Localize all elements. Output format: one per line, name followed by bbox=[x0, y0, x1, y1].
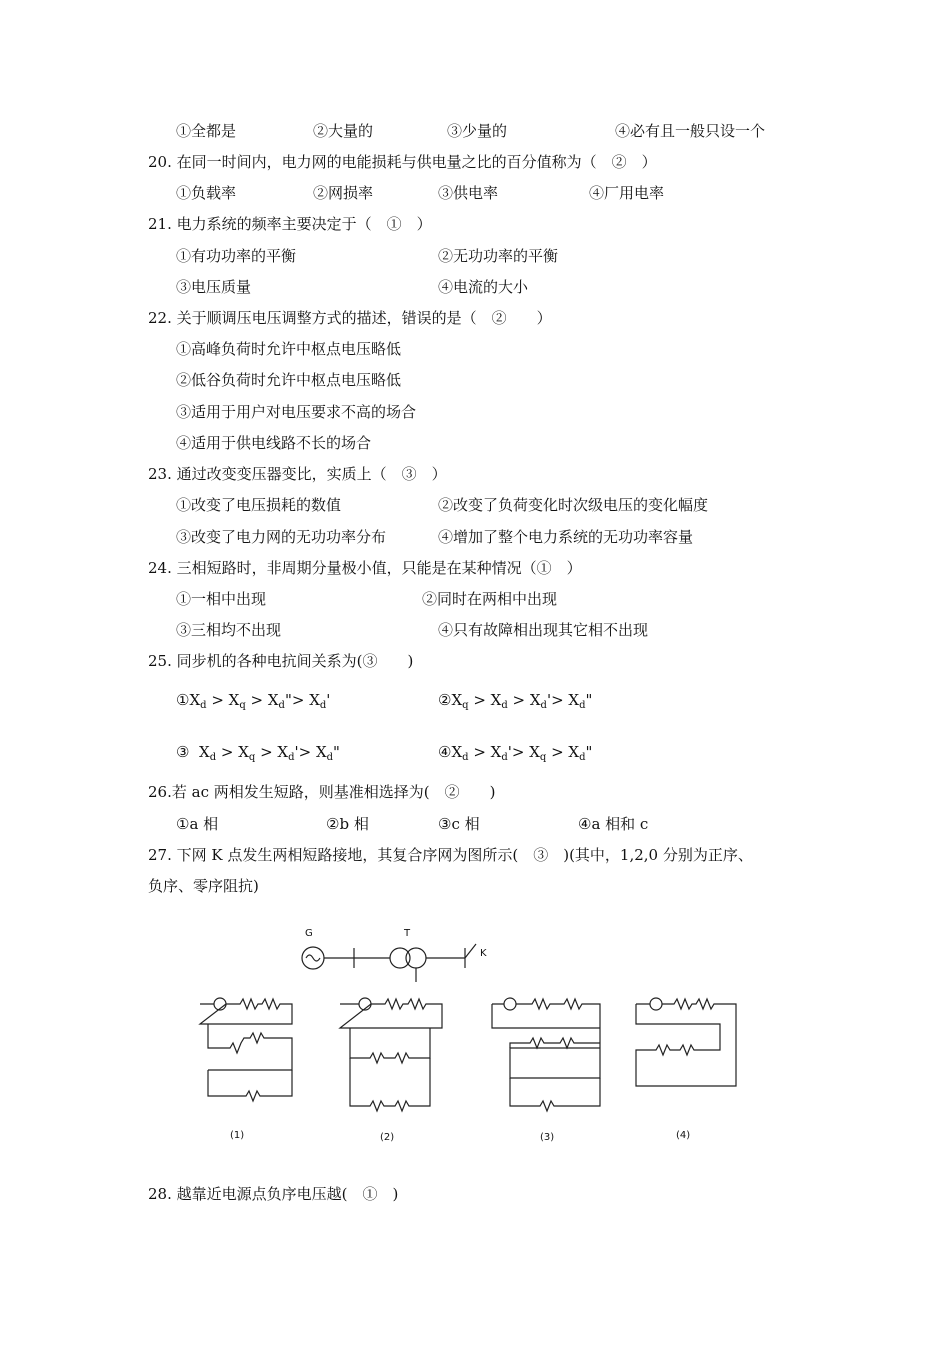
q20-stem: 20. 在同一时间内，电力网的电能损耗与供电量之比的百分值称为（ ② ） bbox=[148, 153, 657, 171]
fault-k-symbol bbox=[465, 944, 476, 958]
figure-label-4: (4) bbox=[676, 1130, 691, 1141]
q27-stem-line2: 负序、零序阻抗) bbox=[148, 877, 259, 895]
q21-option-1: ①有功功率的平衡 bbox=[176, 247, 297, 265]
q24-option-2: ②同时在两相中出现 bbox=[422, 590, 558, 608]
q20-option-2: ②网损率 bbox=[313, 184, 374, 202]
q21-stem: 21. 电力系统的频率主要决定于（ ① ） bbox=[148, 215, 432, 233]
q20-option-3: ③供电率 bbox=[438, 184, 499, 202]
q26-option-3: ③c 相 bbox=[438, 815, 480, 833]
q20-option-1: ①负载率 bbox=[176, 184, 237, 202]
q21-option-2: ②无功功率的平衡 bbox=[438, 247, 559, 265]
q21-option-4: ④电流的大小 bbox=[438, 278, 529, 296]
q19-option-4: ④必有且一般只设一个 bbox=[615, 122, 766, 140]
figure-label-3: (3) bbox=[540, 1132, 555, 1143]
q25-option-3-formula: $X_d > X_q > X_d'> X_d$" bbox=[199, 743, 340, 763]
figure-label-2: (2) bbox=[380, 1132, 395, 1143]
q25-option-3-marker: ③ bbox=[176, 743, 190, 761]
q25-option-3 bbox=[176, 742, 340, 768]
q25-option-1-formula: $X_d > X_q$ > $X_d"> X_d'$ bbox=[189, 691, 331, 711]
q19-option-2: ②大量的 bbox=[313, 122, 374, 140]
transformer-label: T bbox=[404, 928, 411, 939]
q25-option-1-marker: ① bbox=[176, 691, 190, 709]
q25-option-4-marker: ④ bbox=[438, 743, 452, 761]
q21-option-3: ③电压质量 bbox=[176, 278, 252, 296]
q24-option-1: ①一相中出现 bbox=[176, 590, 267, 608]
transformer-symbol-1 bbox=[390, 948, 410, 968]
q23-option-4: ④增加了整个电力系统的无功功率容量 bbox=[438, 528, 694, 546]
q22-option-2: ②低谷负荷时允许中枢点电压略低 bbox=[176, 371, 402, 389]
q22-option-1: ①高峰负荷时允许中枢点电压略低 bbox=[176, 340, 402, 358]
q24-option-3: ③三相均不出现 bbox=[176, 621, 282, 639]
q25-option-2-marker: ② bbox=[438, 691, 452, 709]
q25-option-4 bbox=[438, 742, 592, 768]
q23-option-2: ②改变了负荷变化时次级电压的变化幅度 bbox=[438, 496, 709, 514]
q19-option-1: ①全都是 bbox=[176, 122, 237, 140]
q26-option-4: ④a 相和 c bbox=[578, 815, 649, 833]
figure-label-1: (1) bbox=[230, 1130, 245, 1141]
q25-option-1 bbox=[176, 690, 330, 716]
q27-circuit-figure bbox=[180, 918, 760, 1158]
q25-stem: 25. 同步机的各种电抗间关系为(③ ) bbox=[148, 652, 414, 670]
q26-option-1: ①a 相 bbox=[176, 815, 219, 833]
q27-circuit-svg bbox=[180, 918, 760, 1158]
q22-stem: 22. 关于顺调压电压调整方式的描述，错误的是（ ② ） bbox=[148, 309, 552, 327]
q27-stem-line1: 27. 下网 K 点发生两相短路接地，其复合序网为图所示( ③ )(其中，1,2,0 分别为正序、 bbox=[148, 846, 753, 864]
q24-option-4: ④只有故障相出现其它相不出现 bbox=[438, 621, 649, 639]
q25-option-2 bbox=[438, 690, 592, 716]
q26-stem: 26.若 ac 两相发生短路，则基准相选择为( ② ) bbox=[148, 783, 496, 801]
q28-stem: 28. 越靠近电源点负序电压越( ① ) bbox=[148, 1185, 399, 1203]
q23-stem: 23. 通过改变变压器变比，实质上（ ③ ） bbox=[148, 465, 447, 483]
fault-point-label: K bbox=[480, 948, 487, 959]
q25-option-2-formula: $X_q > X_d > X_d'> X_d$" bbox=[451, 691, 593, 711]
q22-option-4: ④适用于供电线路不长的场合 bbox=[176, 434, 372, 452]
q23-option-3: ③改变了电力网的无功功率分布 bbox=[176, 528, 387, 546]
q19-option-3: ③少量的 bbox=[447, 122, 508, 140]
q22-option-3: ③适用于用户对电压要求不高的场合 bbox=[176, 403, 417, 421]
q24-stem: 24. 三相短路时，非周期分量极小值，只能是在某种情况（① ） bbox=[148, 559, 582, 577]
transformer-symbol-2 bbox=[406, 948, 426, 968]
q25-option-4-formula: $X_d > X_d'> X_q > X_d$" bbox=[451, 743, 593, 763]
generator-label: G bbox=[305, 928, 313, 939]
q26-option-2: ②b 相 bbox=[326, 815, 369, 833]
q23-option-1: ①改变了电压损耗的数值 bbox=[176, 496, 342, 514]
q20-option-4: ④厂用电率 bbox=[589, 184, 665, 202]
